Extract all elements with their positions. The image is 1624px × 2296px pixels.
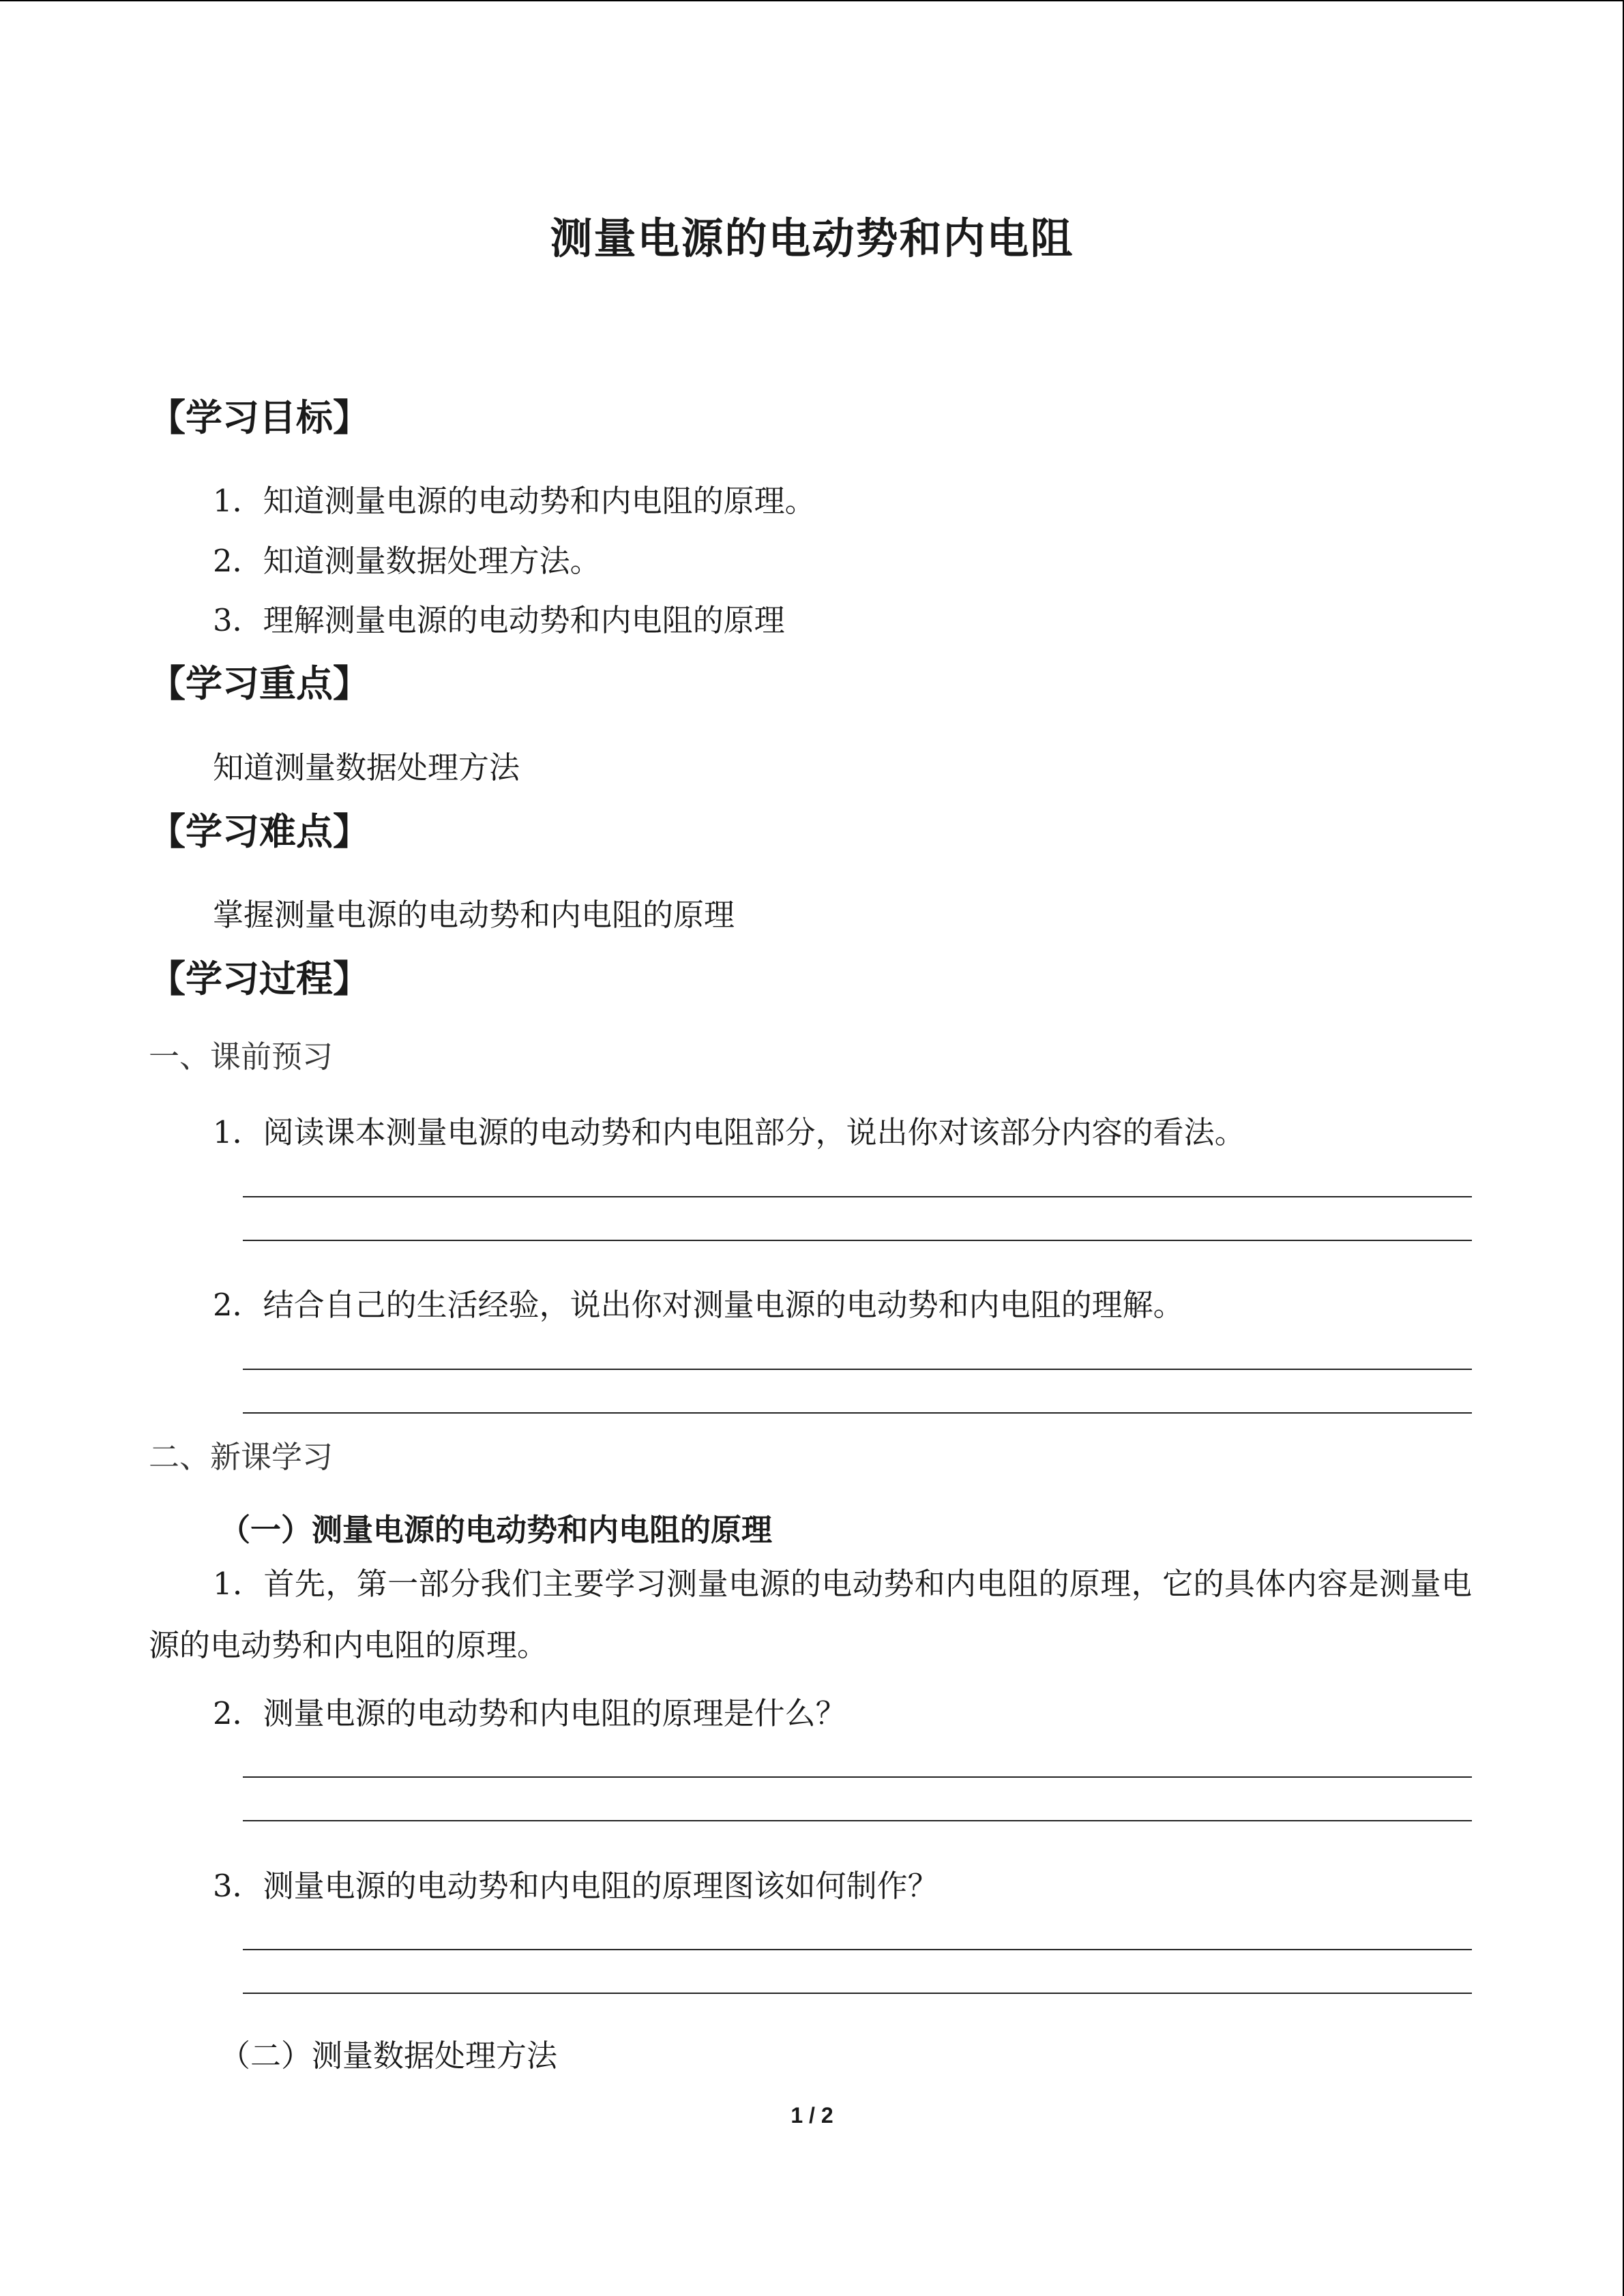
goal-item-3: 3．理解测量电源的电动势和内电阻的原理: [213, 602, 785, 638]
new-lesson-question-3: 3．测量电源的电动势和内电阻的原理图该如何制作？: [213, 1868, 939, 1904]
goal-item-2: 2．知道测量数据处理方法。: [213, 543, 601, 579]
document-title: 测量电源的电动势和内电阻: [550, 213, 1074, 263]
answer-line[interactable]: [243, 1949, 1472, 1950]
preview-question-2: 2．结合自己的生活经验，说出你对测量电源的电动势和内电阻的理解。: [213, 1287, 1184, 1323]
new-lesson-heading: 二、新课学习: [149, 1439, 334, 1475]
section-heading-difficult: 【学习难点】: [149, 810, 370, 853]
preview-question-1: 1．阅读课本测量电源的电动势和内电阻部分，说出你对该部分内容的看法。: [213, 1114, 1245, 1150]
key-point-text: 知道测量数据处理方法: [213, 749, 520, 786]
answer-line[interactable]: [243, 1412, 1472, 1414]
page-number: 1 / 2: [791, 2103, 833, 2128]
answer-line[interactable]: [243, 1776, 1472, 1778]
goal-item-1: 1．知道测量电源的电动势和内电阻的原理。: [213, 483, 816, 519]
part1-title: （一）测量电源的电动势和内电阻的原理: [220, 1512, 773, 1548]
answer-line[interactable]: [243, 1196, 1472, 1197]
part1-paragraph: 1．首先，第一部分我们主要学习测量电源的电动势和内电阻的原理，它的具体内容是测量电源的电动势和内电阻的原理。: [149, 1566, 1472, 1663]
answer-line[interactable]: [243, 1820, 1472, 1821]
answer-line[interactable]: [243, 1369, 1472, 1370]
answer-line[interactable]: [243, 1993, 1472, 1994]
section-heading-key: 【学习重点】: [149, 662, 370, 705]
new-lesson-question-2: 2．测量电源的电动势和内电阻的原理是什么？: [213, 1695, 846, 1731]
preview-heading: 一、课前预习: [149, 1039, 334, 1075]
section-heading-process: 【学习过程】: [149, 957, 370, 1000]
answer-line[interactable]: [243, 1240, 1472, 1241]
section-heading-goals: 【学习目标】: [149, 396, 370, 439]
difficult-point-text: 掌握测量电源的电动势和内电阻的原理: [213, 897, 735, 933]
part2-title: （二）测量数据处理方法: [220, 2038, 558, 2074]
